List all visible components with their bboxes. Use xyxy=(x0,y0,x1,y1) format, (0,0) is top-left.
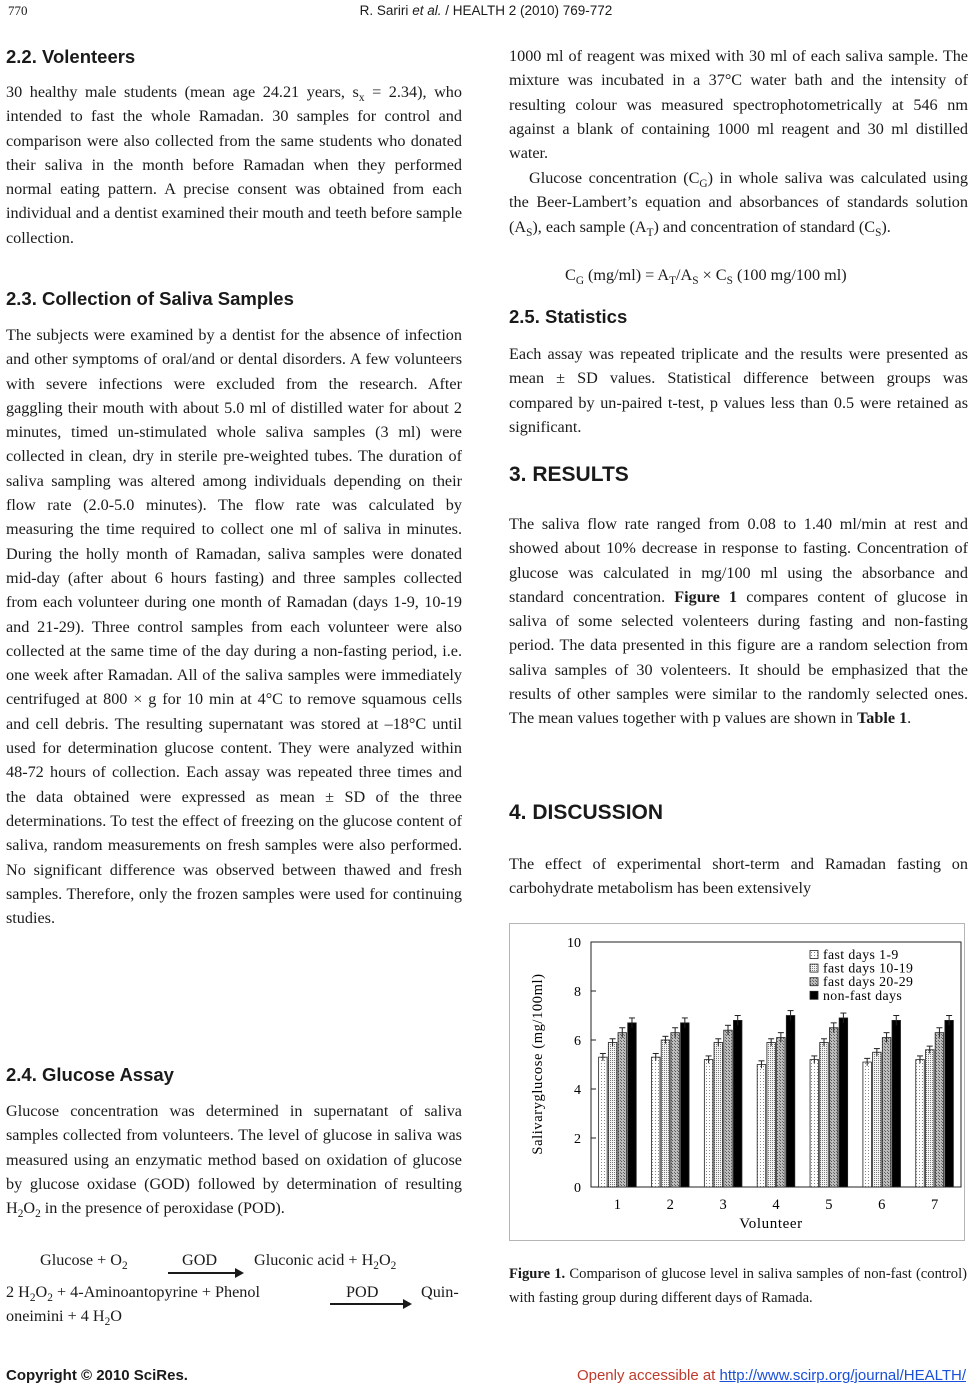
bar xyxy=(733,1020,742,1187)
bar xyxy=(839,1018,848,1187)
x-tick-label: 6 xyxy=(878,1197,886,1213)
bar xyxy=(916,1060,925,1187)
bar xyxy=(873,1052,882,1187)
caption-label: Figure 1. xyxy=(509,1266,566,1282)
equation-2-enzyme: POD xyxy=(346,1283,379,1301)
bar xyxy=(863,1062,872,1187)
y-tick-label: 8 xyxy=(574,985,581,1000)
bar xyxy=(777,1038,786,1187)
legend-label: fast days 20-29 xyxy=(823,974,914,990)
bar xyxy=(608,1042,617,1187)
paragraph-volunteers: 30 healthy male students (mean age 24.21 years, $s_x = 2.34$), who intended to fast the whole Ramadan. 30 samples for control and comparison were also collected from the same students who donated their saliva in the month before Ramadan when they performed normal eating pattern. A precise consent was obtained from each individual and a dentist examined their mouth and teeth before sample collection. xyxy=(6,83,462,247)
bar xyxy=(829,1028,838,1187)
x-tick-label: 4 xyxy=(772,1197,780,1213)
bar xyxy=(820,1042,829,1187)
bar xyxy=(945,1020,954,1187)
legend-swatch xyxy=(810,991,818,999)
bar xyxy=(786,1016,795,1188)
running-head: R. Sariri et al. / HEALTH 2 (2010) 769-772 xyxy=(359,3,613,18)
bar xyxy=(628,1023,637,1187)
equation-1-enzyme: GOD xyxy=(182,1251,218,1269)
x-tick-label: 5 xyxy=(825,1197,833,1213)
caption-text: Comparison of glucose level in saliva samples of non-fast (control) with fasting group during different days of Ramada. xyxy=(509,1266,967,1306)
bar-chart xyxy=(510,924,964,1240)
equation-1-products: Gluconic acid + $H_2O_2$ xyxy=(254,1251,397,1273)
section-heading-collection: 2.3. Collection of Saliva Samples xyxy=(6,288,294,309)
paragraph-results: The saliva flow rate ranged from 0.08 to 1.40 ml/min at rest and showed about 10% decrease in response to fasting. Concentration of glucose was calculated in mg/100 ml using the absorbance and standard concentration. Figure 1 compares content of glucose in saliva of some selected volenteers during fasting and non-fasting period. The data presented in this figure are a random selection from saliva samples of 30 volenteers. It should be emphasized that the results of other samples were similar to the randomly selected ones. The mean values together with p values are shown in Table 1. xyxy=(509,515,968,728)
footer-copyright: Copyright © 2010 SciRes. xyxy=(6,1367,188,1384)
reaction-arrow-icon xyxy=(168,1272,242,1274)
equation-2-continuation: oneimini + 4 $H_2O$ xyxy=(6,1307,122,1329)
section-heading-statistics: 2.5. Statistics xyxy=(509,306,628,327)
bar xyxy=(671,1033,680,1187)
section-heading-glucose-assay: 2.4. Glucose Assay xyxy=(6,1064,174,1085)
bar xyxy=(661,1040,670,1187)
page-number: 770 xyxy=(8,3,28,18)
bar xyxy=(681,1023,690,1187)
paragraph-statistics: Each assay was repeated triplicate and the results were presented as mean ± SD values. Statistical difference between groups was compared by un-paired t-test, p values less than 0.5 were retained as significant. xyxy=(509,345,968,436)
footer-access xyxy=(577,1367,966,1384)
figure-1 xyxy=(509,923,965,1241)
equation-3: $C_G$ $(mg/ml) = A_T/A_S \times C_S$ (100 mg/100 ml) xyxy=(565,266,847,288)
paragraph-assay-continued: 1000 ml of reagent was mixed with 30 ml of each saliva sample. The mixture was incubated in a 37°C water bath and the intensity of resulting colour was measured spectrophotometrically at 546 nm against a blank of containing 1000 ml reagent and 30 ml distilled water. xyxy=(509,47,968,163)
paragraph-concentration: Glucose concentration $(C_G)$ in whole saliva was calculated using the Beer-Lambert’s equation and absorbances of standards solution $(A_S)$, each sample $(A_T)$ and concentration of standard $(C_S)$. xyxy=(509,169,968,239)
y-axis-label: Salivaryglucose (mg/100ml) xyxy=(530,973,546,1155)
bar xyxy=(810,1060,819,1187)
bar xyxy=(925,1050,934,1187)
bar xyxy=(704,1060,713,1187)
figure-caption xyxy=(509,1262,967,1310)
reaction-arrow-icon xyxy=(330,1303,410,1305)
bar xyxy=(882,1038,891,1187)
x-tick-label: 3 xyxy=(719,1197,727,1213)
paragraph-glucose-assay: Glucose concentration was determined in supernatant of saliva samples collected from volunteers. The level of glucose in saliva was measured using an enzymatic method based on oxidation of glucose by glucose oxidase (GOD) followed by determination of resulting $H_2O_2$ in the presence of peroxidase (POD). xyxy=(6,1102,462,1221)
equation-2-products: Quin- xyxy=(421,1283,459,1301)
x-tick-label: 2 xyxy=(666,1197,674,1213)
legend-label: fast days 10-19 xyxy=(823,960,914,976)
equation-2-reactants: 2 $H_2O_2$ + 4-Aminoantopyrine + Phenol xyxy=(6,1283,260,1305)
y-tick-label: 6 xyxy=(574,1034,581,1049)
x-tick-label: 7 xyxy=(930,1197,939,1213)
bar xyxy=(724,1030,733,1187)
journal-link[interactable]: http://www.scirp.org/journal/HEALTH/ xyxy=(719,1367,966,1384)
section-heading-results: 3. RESULTS xyxy=(509,463,629,486)
bar xyxy=(618,1033,627,1187)
section-heading-discussion: 4. DISCUSSION xyxy=(509,801,664,824)
legend-label: fast days 1-9 xyxy=(823,947,899,962)
legend-swatch xyxy=(810,978,818,986)
y-tick-label: 0 xyxy=(574,1181,581,1196)
paragraph-collection: The subjects were examined by a dentist for the absence of infection and other symptoms of oral/and or dental disorders. A few volunteers with severe infections were excluded from the research. After gaggling their mouth with about 5.0 ml of distilled water for about 2 minutes, timed un-stimulated whole saliva samples (3 ml) were collected in clean, dry in sterile pre-weighted tubes. The duration of saliva sampling was altered among individuals depending on their flow rate (2.0-5.0 minutes). The flow rate was calculated by measuring the time required to collect one ml of saliva in minutes. During the holly month of Ramadan, saliva samples were donated mid-day (after about 6 hours fasting) and three samples collected from each volunteer during one month of Ramadan (days 1-9, 10-19 and 21-29). Three control samples from each volunteer were also collected at the same time of the day during a non-fasting period, i.e. one week after Ramadan. All of the saliva samples were immediately centrifuged at 800 × g for 10 min at 4°C to remove squamous cells and cell debris. The resulting supernatant was stored at –18°C until used for determination glucose content. They were analyzed within 48-72 hours of collection. Each assay was repeated three times and the data obtained were expressed as mean ± SD of the three determinations. To test the effect of freezing on the glucose content of saliva, random measurements on fresh samples were also performed. No significant difference was observed between thawed and fresh samples. Therefore, only the frozen samples were used for continuing studies. xyxy=(6,326,462,928)
bar xyxy=(651,1057,660,1187)
legend-label: non-fast days xyxy=(823,987,903,1003)
section-heading-volunteers: 2.2. Volenteers xyxy=(6,46,136,67)
bar xyxy=(757,1065,766,1188)
bar xyxy=(599,1057,608,1187)
y-tick-label: 10 xyxy=(567,936,581,951)
legend-swatch xyxy=(810,951,818,959)
paragraph-discussion: The effect of experimental short-term and Ramadan fasting on carbohydrate metabolism has been extensively xyxy=(509,855,968,898)
access-text: Openly accessible at xyxy=(576,1367,720,1384)
x-axis-label: Volunteer xyxy=(739,1216,803,1232)
bar xyxy=(892,1020,901,1187)
bar xyxy=(714,1042,723,1187)
x-tick-label: 1 xyxy=(613,1197,622,1213)
y-tick-label: 4 xyxy=(574,1083,581,1098)
y-tick-label: 2 xyxy=(574,1132,581,1147)
legend-swatch xyxy=(810,964,818,972)
equation-1-reactants: $Glucose + O_2$ xyxy=(40,1251,128,1273)
bar xyxy=(767,1042,776,1187)
bar xyxy=(935,1033,944,1187)
